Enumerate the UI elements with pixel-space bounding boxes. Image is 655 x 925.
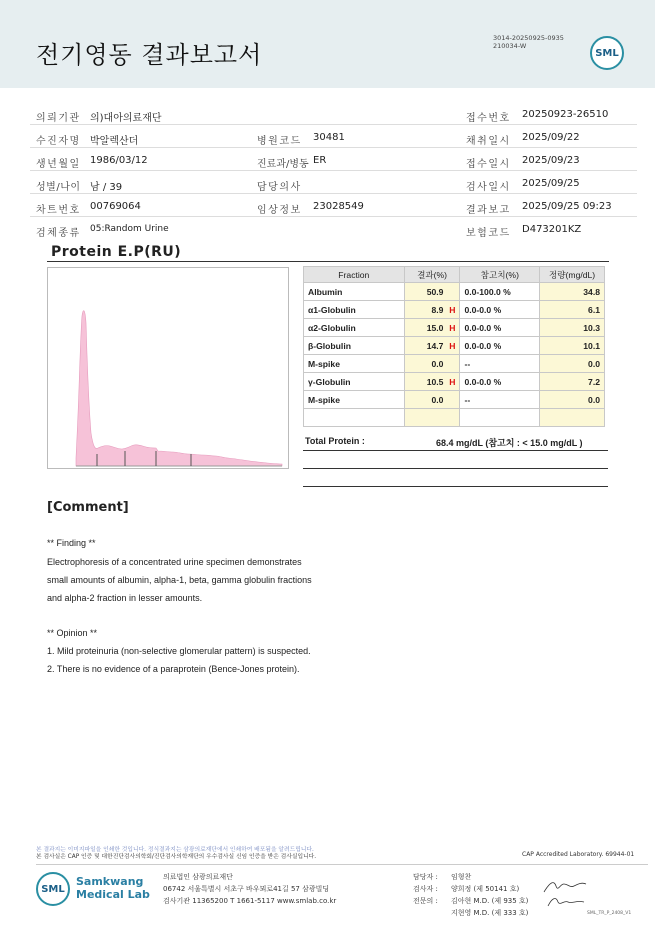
info-row — [30, 217, 637, 240]
info-label: 병원코드 — [257, 136, 302, 147]
result-cell — [404, 283, 460, 301]
pep-title: Protein E.P(RU) — [51, 244, 182, 260]
col-header-result: 결과(%) — [404, 267, 460, 283]
fraction-name — [304, 409, 405, 427]
divider — [303, 468, 608, 469]
high-flag: H — [449, 376, 456, 387]
staff-role: 전문의 : — [413, 897, 438, 905]
divider — [303, 450, 608, 451]
high-flag: H — [449, 340, 456, 351]
staff-line — [413, 908, 528, 918]
result-value: 15.0 — [426, 322, 444, 333]
info-label: 접수일시 — [466, 159, 511, 170]
result-value: 0.0 — [431, 394, 444, 405]
info-label: 수진자명 — [36, 136, 81, 147]
high-flag: H — [449, 322, 456, 333]
report-title: 전기영동 결과보고서 — [36, 41, 263, 69]
fraction-table — [303, 266, 605, 427]
result-cell — [404, 373, 460, 391]
table-row — [304, 337, 605, 355]
document-id — [493, 34, 564, 50]
high-flag: H — [449, 304, 456, 315]
result-value: 8.9 — [431, 304, 444, 315]
org-contact: 검사기관 11365200 T 1661-5117 www.smlab.co.kr — [163, 897, 337, 905]
info-row — [30, 194, 637, 217]
info-value: 박알렉산더 — [90, 136, 139, 147]
table-row — [304, 355, 605, 373]
info-value: ER — [313, 155, 327, 166]
result-cell — [404, 337, 460, 355]
brand-name-line2: Medical Lab — [76, 888, 150, 901]
sml-logo: SML — [590, 36, 624, 70]
quantity-value: 34.8 — [540, 283, 605, 301]
info-value: 의)대아의료재단 — [90, 113, 162, 124]
quantity-value: 10.3 — [540, 319, 605, 337]
table-row — [304, 409, 605, 427]
staff-name: 김아현 M.D. (제 935 호) — [451, 897, 529, 905]
reference-value: 0.0-0.0 % — [460, 337, 540, 355]
finding-line: small amounts of albumin, alpha-1, beta, gamma globulin fractions — [47, 575, 312, 585]
staff-role: 담당자 : — [413, 873, 438, 881]
reference-value: 0.0-0.0 % — [460, 301, 540, 319]
info-row — [30, 125, 637, 148]
col-header-reference: 참고치(%) — [460, 267, 540, 283]
reference-value: -- — [460, 355, 540, 373]
comment-title: [Comment] — [47, 500, 129, 515]
table-header-row — [304, 267, 605, 283]
info-label: 보험코드 — [466, 228, 511, 239]
cap-accreditation: CAP Accredited Laboratory. 69944-01 — [522, 851, 635, 858]
fraction-name: α1-Globulin — [304, 301, 405, 319]
reference-value: 0.0-100.0 % — [460, 283, 540, 301]
fraction-name: M-spike — [304, 355, 405, 373]
quantity-value: 0.0 — [540, 355, 605, 373]
result-cell — [404, 391, 460, 409]
info-value: 1986/03/12 — [90, 155, 148, 166]
finding-line: Electrophoresis of a concentrated urine specimen demonstrates — [47, 557, 302, 567]
info-value: 23028549 — [313, 201, 364, 212]
reference-value: -- — [460, 391, 540, 409]
result-cell — [404, 301, 460, 319]
info-row — [30, 148, 637, 171]
info-label: 검사일시 — [466, 182, 511, 193]
info-label: 차트번호 — [36, 205, 81, 216]
info-label: 성별/나이 — [36, 182, 81, 193]
brand-name — [76, 875, 150, 901]
info-label: 결과보고 — [466, 205, 511, 216]
quantity-value: 6.1 — [540, 301, 605, 319]
samkwang-logo: SML — [36, 872, 70, 906]
staff-name: 지현영 M.D. (제 333 호) — [451, 909, 529, 917]
staff-name: 임형찬 — [451, 873, 472, 881]
info-row — [30, 102, 637, 125]
report-header — [0, 0, 655, 88]
electrophoresis-graph — [47, 267, 289, 469]
opinion-line: 1. Mild proteinuria (non-selective glomerular pattern) is suspected. — [47, 646, 311, 656]
footer-note: 본 결과지는 이미지파일을 인쇄한 것입니다. 정식결과지는 삼광의료재단에서 인쇄하여 배포됨을 알려드립니다. — [36, 847, 314, 853]
form-version: SML_TR_P_2408_V1 — [587, 911, 632, 916]
result-value: 10.5 — [426, 376, 444, 387]
fraction-name: Albumin — [304, 283, 405, 301]
fraction-name: β-Globulin — [304, 337, 405, 355]
info-label: 진료과/병동 — [257, 159, 309, 170]
staff-line — [413, 896, 528, 906]
result-cell — [404, 409, 460, 427]
info-label: 채취일시 — [466, 136, 511, 147]
footer-note: 본 검사실은 CAP 인증 및 대한진단검사의학회/진단검사의학재단의 우수검사실 신임 인증을 받은 검사실입니다. — [36, 854, 317, 860]
table-row — [304, 391, 605, 409]
info-label: 검체종류 — [36, 228, 81, 239]
result-value: 0.0 — [431, 358, 444, 369]
col-header-fraction: Fraction — [304, 267, 405, 283]
reference-value: 0.0-0.0 % — [460, 319, 540, 337]
document-id-line2: 210034-W — [493, 42, 527, 50]
org-name: 의료법인 삼광의료재단 — [163, 873, 233, 881]
total-protein-value: 68.4 mg/dL (참고치 : < 15.0 mg/dL ) — [436, 438, 583, 448]
table-row — [304, 319, 605, 337]
org-address: 06742 서울특별시 서초구 바우뫼로41길 57 삼광빌딩 — [163, 885, 330, 893]
result-cell — [404, 319, 460, 337]
result-cell — [404, 355, 460, 373]
info-label: 접수번호 — [466, 113, 511, 124]
info-value: 05:Random Urine — [90, 224, 169, 234]
reference-value: 0.0-0.0 % — [460, 373, 540, 391]
finding-title: ** Finding ** — [47, 538, 96, 548]
finding-line: and alpha-2 fraction in lesser amounts. — [47, 593, 203, 603]
pep-title-underline — [47, 261, 609, 262]
staff-name: 양희정 (제 50141 호) — [451, 885, 520, 893]
col-header-quantity: 정량(mg/dL) — [540, 267, 605, 283]
quantity-value: 0.0 — [540, 391, 605, 409]
staff-line — [413, 884, 519, 894]
document-id-line1: 3014-20250925-0935 — [493, 34, 564, 42]
fraction-name: M-spike — [304, 391, 405, 409]
info-label: 임상정보 — [257, 205, 302, 216]
fraction-name: α2-Globulin — [304, 319, 405, 337]
table-row — [304, 283, 605, 301]
table-row — [304, 373, 605, 391]
quantity-value — [540, 409, 605, 427]
total-protein-label: Total Protein : — [305, 436, 365, 446]
info-value: 30481 — [313, 132, 345, 143]
info-value: 20250923-26510 — [522, 109, 609, 120]
signature-icon — [540, 878, 590, 910]
fraction-name: γ-Globulin — [304, 373, 405, 391]
info-label: 생년월일 — [36, 159, 81, 170]
brand-name-line1: Samkwang — [76, 875, 144, 888]
staff-role: 검사자 : — [413, 885, 438, 893]
footer-divider — [36, 864, 648, 865]
staff-line — [413, 872, 471, 882]
reference-value — [460, 409, 540, 427]
opinion-line: 2. There is no evidence of a paraprotein (Bence-Jones protein). — [47, 664, 300, 674]
info-value: 2025/09/25 — [522, 178, 580, 189]
info-value: 00769064 — [90, 201, 141, 212]
info-label: 담당의사 — [257, 182, 302, 193]
result-value: 14.7 — [426, 340, 444, 351]
info-value: D473201KZ — [522, 224, 582, 235]
quantity-value: 7.2 — [540, 373, 605, 391]
info-label: 의뢰기관 — [36, 113, 81, 124]
result-value: 50.9 — [426, 286, 444, 297]
info-value: 2025/09/22 — [522, 132, 580, 143]
info-value: 남 / 39 — [90, 182, 123, 193]
electrophoresis-curve — [48, 268, 288, 468]
quantity-value: 10.1 — [540, 337, 605, 355]
info-row — [30, 171, 637, 194]
info-value: 2025/09/23 — [522, 155, 580, 166]
divider — [303, 486, 608, 487]
opinion-title: ** Opinion ** — [47, 628, 98, 638]
info-value: 2025/09/25 09:23 — [522, 201, 612, 212]
densitometry-curve — [76, 311, 282, 466]
table-row — [304, 301, 605, 319]
